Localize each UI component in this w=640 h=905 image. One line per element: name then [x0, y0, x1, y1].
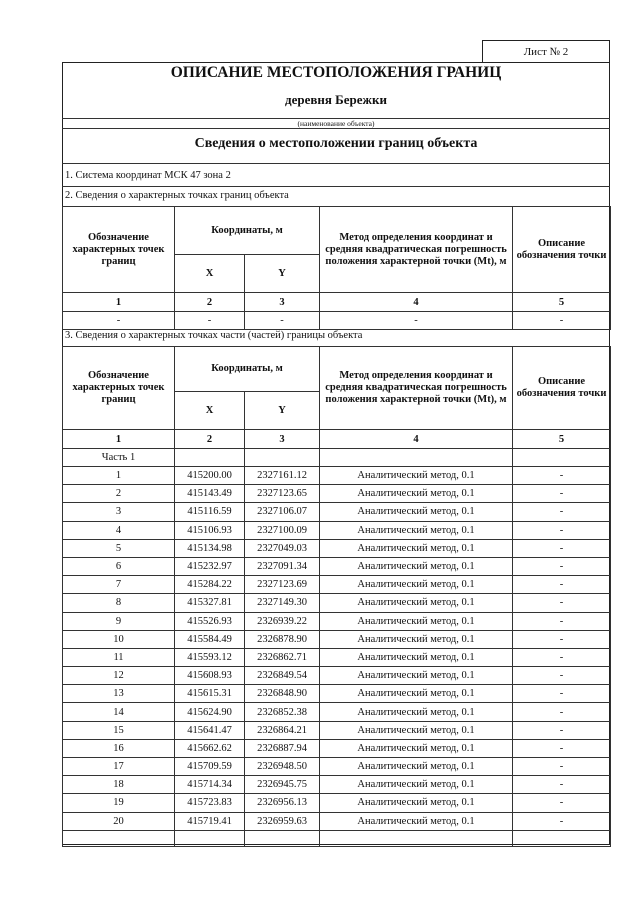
empty-cell [320, 830, 513, 846]
table-cell: 2327091.34 [245, 557, 320, 575]
header-method: Метод определения координат и средняя квадратическая погрешность положения характерной точки (Mt), м [320, 207, 513, 293]
table-cell: 20 [63, 812, 175, 830]
empty-cell [245, 449, 320, 467]
section2-table [62, 206, 611, 330]
header-description: Описание обозначения точки [513, 347, 611, 430]
table-cell: - [513, 721, 611, 739]
table-cell: 415723.83 [175, 794, 245, 812]
table-cell: 2326939.22 [245, 612, 320, 630]
empty-cell [513, 830, 611, 846]
part-label: Часть 1 [63, 449, 175, 467]
header-method: Метод определения координат и средняя квадратическая погрешность положения характерной точки (Mt), м [320, 347, 513, 430]
table-cell: - [513, 776, 611, 794]
table-cell: 415106.93 [175, 521, 245, 539]
table-cell: 3 [63, 503, 175, 521]
table-cell: Аналитический метод, 0.1 [320, 776, 513, 794]
empty-cell [175, 449, 245, 467]
table-cell: 415593.12 [175, 648, 245, 666]
table-cell: - [245, 312, 320, 330]
empty-cell [513, 449, 611, 467]
table-cell: 415624.90 [175, 703, 245, 721]
table-row [63, 521, 611, 539]
header-x: X [175, 392, 245, 430]
table-cell: 14 [63, 703, 175, 721]
table-cell: Аналитический метод, 0.1 [320, 739, 513, 757]
table-cell: 415608.93 [175, 667, 245, 685]
table-row [63, 703, 611, 721]
table-row [63, 612, 611, 630]
table-cell: 2327161.12 [245, 467, 320, 485]
table-cell: 2326878.90 [245, 630, 320, 648]
empty-cell [63, 830, 175, 846]
table-cell: 2326959.63 [245, 812, 320, 830]
table-cell: - [513, 703, 611, 721]
table-cell: 6 [63, 557, 175, 575]
table-row [63, 685, 611, 703]
table-cell: 2327106.07 [245, 503, 320, 521]
section3-title: 3. Сведения о характерных точках части (частей) границы объекта [65, 330, 363, 341]
column-number: 5 [513, 293, 611, 312]
header-point: Обозначение характерных точек границ [63, 347, 175, 430]
section2-title: 2. Сведения о характерных точках границ объекта [65, 190, 289, 201]
empty-cell [245, 830, 320, 846]
table-cell: 5 [63, 539, 175, 557]
table-cell: 2327123.65 [245, 485, 320, 503]
table-cell: Аналитический метод, 0.1 [320, 812, 513, 830]
table-cell: 415709.59 [175, 758, 245, 776]
column-number: 1 [63, 430, 175, 449]
table-cell: 4 [63, 521, 175, 539]
table-cell: 10 [63, 630, 175, 648]
table-cell: 2327149.30 [245, 594, 320, 612]
table-cell: 2326852.38 [245, 703, 320, 721]
table-cell: 415641.47 [175, 721, 245, 739]
table-cell: 7 [63, 576, 175, 594]
table-row [63, 557, 611, 575]
document-title: ОПИСАНИЕ МЕСТОПОЛОЖЕНИЯ ГРАНИЦ [170, 64, 502, 81]
table-cell: 415584.49 [175, 630, 245, 648]
divider [62, 128, 610, 129]
table-cell: - [63, 312, 175, 330]
table-cell: Аналитический метод, 0.1 [320, 703, 513, 721]
table-cell: - [513, 612, 611, 630]
table-cell: 415714.34 [175, 776, 245, 794]
table-cell: 2327123.69 [245, 576, 320, 594]
table-cell: 2 [63, 485, 175, 503]
table-row [63, 648, 611, 666]
table-cell: - [513, 648, 611, 666]
table-cell: Аналитический метод, 0.1 [320, 521, 513, 539]
section3-body [63, 467, 611, 831]
section2-body [63, 312, 611, 330]
table-cell: Аналитический метод, 0.1 [320, 648, 513, 666]
table-cell: 415116.59 [175, 503, 245, 521]
header-coords: Координаты, м [175, 347, 320, 392]
table-cell: Аналитический метод, 0.1 [320, 758, 513, 776]
table-cell: 17 [63, 758, 175, 776]
column-number: 4 [320, 430, 513, 449]
table-cell: Аналитический метод, 0.1 [320, 612, 513, 630]
table-cell: - [513, 467, 611, 485]
divider [62, 186, 610, 187]
table-cell: Аналитический метод, 0.1 [320, 467, 513, 485]
column-number: 2 [175, 293, 245, 312]
table-cell: 415134.98 [175, 539, 245, 557]
table-cell: 12 [63, 667, 175, 685]
table-cell: 2326948.50 [245, 758, 320, 776]
object-name: деревня Бережки [285, 92, 387, 107]
table-row [63, 739, 611, 757]
table-cell: 8 [63, 594, 175, 612]
table-cell: - [513, 312, 611, 330]
table-cell: 415526.93 [175, 612, 245, 630]
table-cell: 18 [63, 776, 175, 794]
table-cell: 2326848.90 [245, 685, 320, 703]
table-cell: Аналитический метод, 0.1 [320, 721, 513, 739]
table-cell: 15 [63, 721, 175, 739]
table-row [63, 312, 611, 330]
table-cell: - [513, 557, 611, 575]
table-cell: Аналитический метод, 0.1 [320, 630, 513, 648]
table-cell: Аналитический метод, 0.1 [320, 539, 513, 557]
table-row [63, 539, 611, 557]
table-cell: 2326864.21 [245, 721, 320, 739]
empty-cell [175, 830, 245, 846]
table-cell: Аналитический метод, 0.1 [320, 594, 513, 612]
table-row [63, 485, 611, 503]
table-cell: 415662.62 [175, 739, 245, 757]
table-cell: Аналитический метод, 0.1 [320, 557, 513, 575]
table-cell: - [513, 758, 611, 776]
table-cell: - [513, 594, 611, 612]
table-row [63, 503, 611, 521]
table-cell: 13 [63, 685, 175, 703]
table-row [63, 467, 611, 485]
table-cell: 415615.31 [175, 685, 245, 703]
table-row [63, 721, 611, 739]
table-cell: Аналитический метод, 0.1 [320, 576, 513, 594]
table-cell: - [175, 312, 245, 330]
table-cell: 415327.81 [175, 594, 245, 612]
empty-cell [320, 449, 513, 467]
column-number: 3 [245, 430, 320, 449]
column-number: 1 [63, 293, 175, 312]
table-cell: 9 [63, 612, 175, 630]
table-cell: 415200.00 [175, 467, 245, 485]
table-cell: 2326862.71 [245, 648, 320, 666]
section3-table [62, 346, 611, 847]
table-row [63, 594, 611, 612]
table-cell: 2327100.09 [245, 521, 320, 539]
table-cell: - [320, 312, 513, 330]
table-cell: 11 [63, 648, 175, 666]
table-cell: - [513, 667, 611, 685]
table-cell: 2326956.13 [245, 794, 320, 812]
table-cell: Аналитический метод, 0.1 [320, 685, 513, 703]
object-caption: (наименование объекта) [297, 119, 375, 128]
table-row [63, 776, 611, 794]
table-row [63, 758, 611, 776]
header-point: Обозначение характерных точек границ [63, 207, 175, 293]
table-cell: 2326887.94 [245, 739, 320, 757]
table-row [63, 667, 611, 685]
table-row [63, 576, 611, 594]
table-cell: - [513, 812, 611, 830]
table-cell: 415143.49 [175, 485, 245, 503]
table-cell: - [513, 576, 611, 594]
table-row [63, 630, 611, 648]
sheet-number: Лист № 2 [482, 40, 610, 62]
table-row [63, 830, 611, 846]
table-cell: 2326945.75 [245, 776, 320, 794]
table-cell: - [513, 685, 611, 703]
column-number: 5 [513, 430, 611, 449]
table-cell: Аналитический метод, 0.1 [320, 503, 513, 521]
table-cell: - [513, 521, 611, 539]
header-y: Y [245, 392, 320, 430]
table-cell: 2327049.03 [245, 539, 320, 557]
table-cell: Аналитический метод, 0.1 [320, 485, 513, 503]
header-coords: Координаты, м [175, 207, 320, 255]
header-x: X [175, 255, 245, 293]
table-cell: - [513, 739, 611, 757]
table-cell: 2326849.54 [245, 667, 320, 685]
table-cell: - [513, 630, 611, 648]
column-number: 2 [175, 430, 245, 449]
column-number: 3 [245, 293, 320, 312]
table-cell: 415719.41 [175, 812, 245, 830]
table-cell: Аналитический метод, 0.1 [320, 667, 513, 685]
table-cell: - [513, 503, 611, 521]
table-cell: - [513, 539, 611, 557]
section-title: Сведения о местоположении границ объекта [194, 136, 478, 151]
table-row [63, 794, 611, 812]
table-cell: - [513, 485, 611, 503]
header-description: Описание обозначения точки [513, 207, 611, 293]
table-cell: 1 [63, 467, 175, 485]
column-number: 4 [320, 293, 513, 312]
divider [62, 163, 610, 164]
table-row [63, 812, 611, 830]
table-cell: 415284.22 [175, 576, 245, 594]
table-cell: 415232.97 [175, 557, 245, 575]
table-cell: 16 [63, 739, 175, 757]
table-cell: 19 [63, 794, 175, 812]
table-cell: - [513, 794, 611, 812]
header-y: Y [245, 255, 320, 293]
coordinate-system: 1. Система координат МСК 47 зона 2 [65, 170, 231, 181]
table-cell: Аналитический метод, 0.1 [320, 794, 513, 812]
